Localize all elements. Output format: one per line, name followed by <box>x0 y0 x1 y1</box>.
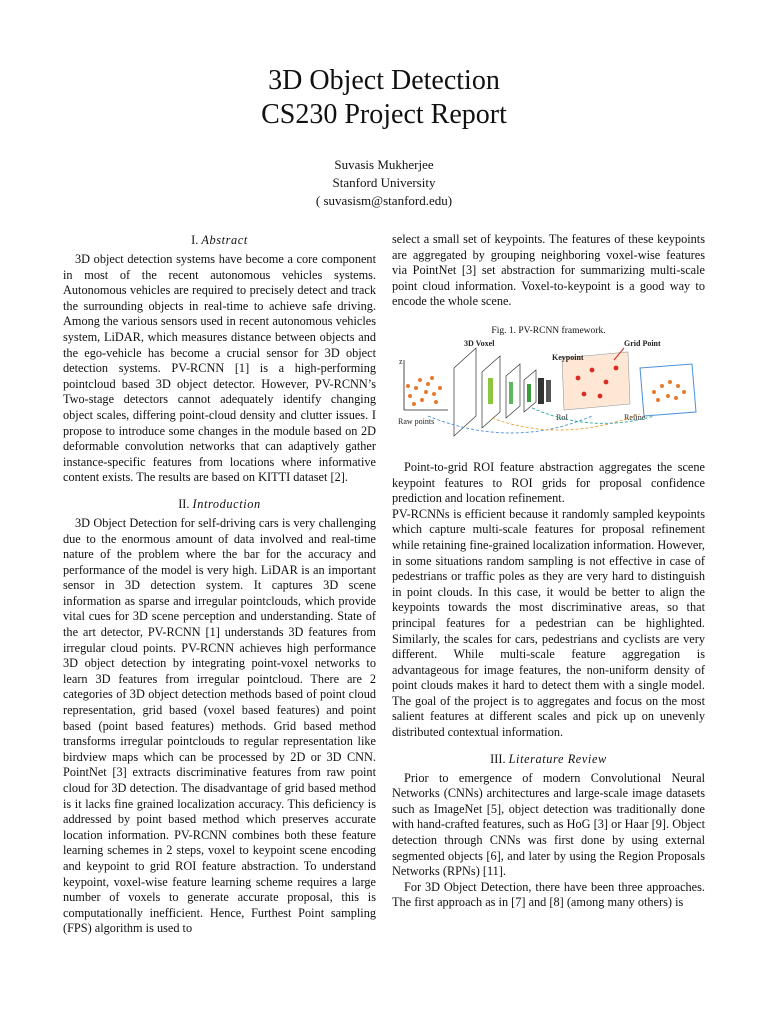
literature-heading-title: Literature Review <box>508 751 607 766</box>
raw-points-label: Raw points <box>398 416 435 426</box>
left-column <box>63 232 376 937</box>
abstract-text: 3D object detection systems have become a core component in most of the recent autonomous vehicles systems. Autonomous vehicles are required to precisely detect and track the surrounding objects in real-time to achieve safe driving. Among the various sensors used in recent autonomous vehicles system, LiDAR, which measures distance between objects and the ego-vehicle has become a crucial sensor for 3D object detection systems. PV-RCNN [1] is a high-performing pointcloud based 3D object detector. However, PV-RCNN’s Two-stage detectors cannot adequately identify changing object scales, differing point-cloud density and clutter issues. I propose to introduce some changes in the module based on 2D deformable convolution networks that can adaptively gather instance-specific features from locations where informative content exists. The results are based on KITTI dataset [2]. <box>63 252 376 485</box>
figure-caption: Fig. 1. PV-RCNN framework. <box>491 325 606 336</box>
abstract-heading-title: Abstract <box>201 233 248 247</box>
refine-label: Refine <box>624 412 646 422</box>
z-axis-label: z <box>399 356 403 366</box>
voxel-label: 3D Voxel <box>464 338 495 348</box>
introduction-continued-text: select a small set of keypoints. The features of these keypoints are aggregated by grouping neighboring voxel-wise features via PointNet [3] set abstraction for summarizing multi-scale point cloud information. Voxel-to-keypoint is a good way to encode the whole scene. <box>392 232 705 309</box>
introduction-heading-number: II. <box>178 496 190 511</box>
grid-point-label: Grid Point <box>624 338 661 348</box>
introduction-heading-title: Introduction <box>192 496 261 511</box>
title-line-2: CS230 Project Report <box>261 99 507 130</box>
author-email: ( suvasism@stanford.edu) <box>315 193 453 208</box>
right-paragraph-2: PV-RCNNs is efficient because it randomly sampled keypoints which capture multi-scale features for proposal refinement while retaining fine-grained localization information. However, in some situations random sampling is not effective in case of pedestrians or traffic poles as they are very hard to distinguish in point clouds. In this case, it would be better to align the keypoints towards the most discriminative areas, so that principal features for a pedestrian can be highlighted. Similarly, the scales for cars, pedestrians and cyclists are very different. While multi-scale feature aggregation is advantageous for image features, the non-uniform density of point clouds makes it hard to detect them with a single model. The goal of the project is to aggregates and focus on the most salient features at different scales and pick up on unevenly distributed contextual information. <box>392 506 705 740</box>
right-paragraph-1: Point-to-grid ROI feature abstraction aggregates the scene keypoint features to ROI grids for proposal confidence prediction and location refinement. <box>392 459 705 506</box>
voxel-cnn-blocks <box>454 348 536 436</box>
refine-box <box>640 364 696 416</box>
figure-1 <box>392 326 705 450</box>
paper-title <box>0 64 768 132</box>
introduction-text: 3D Object Detection for self-driving cars is very challenging due to the enormous amount of data involved and real-time nature of the problem where the bar for the accuracy and performance of the model is very high. LiDAR is an important sensor in 3D detection system. It captures 3D scene information as sparse and irregular pointclouds, which provide vital cues for 3D scene perception and understanding. State of the art detector, PV-RCNN [1] understands 3D features from irregular cloud points. PV-RCNN achieves high performance 3D object detection by integrating point-voxel networks to learn 3D features from irregular pointcloud. There are 2 categories of 3D object detection methods based of point cloud representation, grid based (voxel based features) and point based (point based features) methods. Grid based method transforms irregular pointclouds to regular representation like birdview maps which can be processed by 2D or 3D CNN. PointNet [3] extracts discriminative features from raw point cloud for 3D detection. The disadvantage of grid based method is it lacks fine grained localization accuracy. This deficiency is addressed by point based method which preserves accurate location information. PV-RCNN combines both these feature learning schemes in 2 steps, voxel to keypoint scene encoding and keypoint to grid ROI feature abstraction. To understand keypoint, voxel-wise feature learning scheme requires a large number of voxels to generate accurate proposal, this is computationally inefficient. Hence, Furthest Point sampling (FPS) algorithm is used to <box>63 515 376 936</box>
literature-heading-number: III. <box>490 751 506 766</box>
roi-label: RoI <box>556 412 568 422</box>
raw-points-cloud <box>406 376 442 406</box>
author-affiliation: Stanford University <box>332 175 436 190</box>
author-name: Suvasis Mukherjee <box>334 157 434 172</box>
keypoint-label: Keypoint <box>552 352 584 362</box>
right-column <box>392 232 705 911</box>
literature-paragraph-1: Prior to emergence of modern Convolutional Neural Networks (CNNs) architectures and large-scale image datasets such as ImageNet [5], object detection was traditionally done with hand-crafted features, such as HoG [3] or Haar [9]. Object detection through CNNs was first done by using external segmented objects [6], and later by using the Region Proposals Networks (RPNs) [11]. <box>392 770 705 879</box>
title-line-1: 3D Object Detection <box>268 65 500 96</box>
abstract-heading <box>63 232 376 248</box>
literature-heading <box>392 751 705 767</box>
abstract-heading-number: I. <box>191 233 199 247</box>
literature-paragraph-2: For 3D Object Detection, there have been three approaches. The first approach as in [7] and [8] (among many others) is <box>392 879 705 910</box>
pv-rcnn-diagram <box>392 338 705 448</box>
author-block <box>0 156 768 210</box>
introduction-heading <box>63 496 376 512</box>
